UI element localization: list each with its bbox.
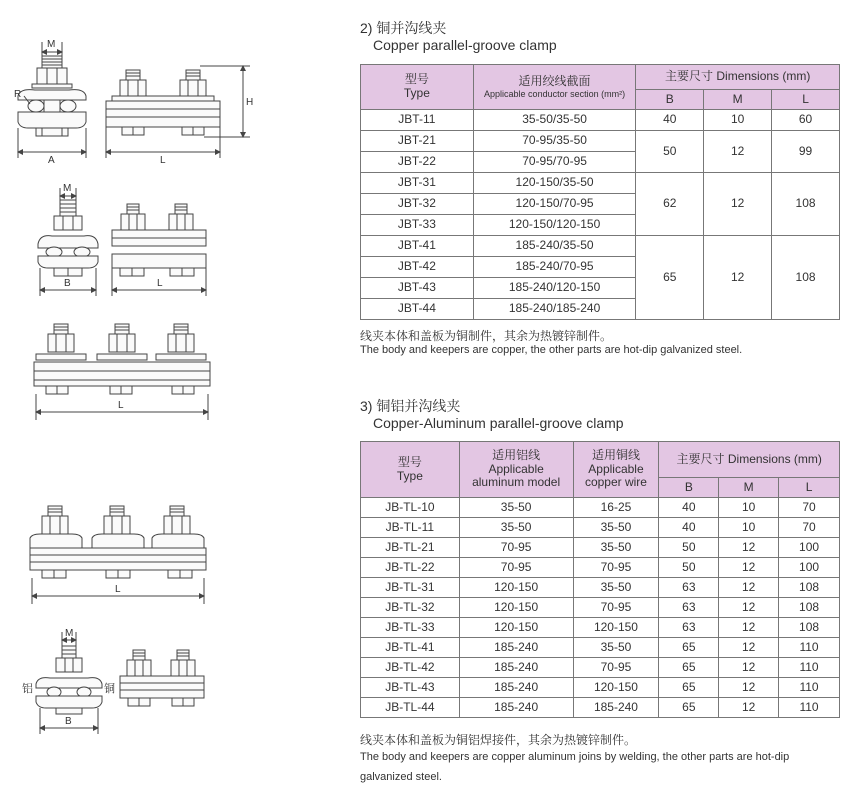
section3-table xyxy=(360,441,840,718)
table-row: JBT-31 120-150/35-50 62 12 108 xyxy=(361,173,840,194)
label-d2-m: M xyxy=(63,183,72,194)
table-cell-l: 70 xyxy=(779,498,840,518)
label-d1-m: M xyxy=(47,39,56,50)
table-row: JBT-41 185-240/35-50 65 12 108 xyxy=(361,236,840,257)
table-cell-m: 12 xyxy=(719,598,779,618)
table-cell-cu: 185-240 xyxy=(573,698,659,718)
table-cell-m: 12 xyxy=(719,678,779,698)
table-cell-l: 70 xyxy=(779,518,840,538)
table-cell-l: 110 xyxy=(779,678,840,698)
label-d1-r: R xyxy=(14,89,22,100)
table-cell-m: 12 xyxy=(719,578,779,598)
table-row xyxy=(361,518,840,538)
label-d5-al: 铝 xyxy=(22,683,33,695)
table-cell-b: 65 xyxy=(659,658,719,678)
section3-note-cn: 线夹本体和盖板为铜铝焊接件，其余为热镀锌制件。 xyxy=(360,733,637,747)
s2-head-l: L xyxy=(772,90,840,110)
table-cell-type: JB-TL-44 xyxy=(361,698,460,718)
drawing-1-end-view xyxy=(18,56,86,136)
table-cell-b: 50 xyxy=(659,538,719,558)
section2-table xyxy=(360,64,840,320)
table-cell-l: 108 xyxy=(779,598,840,618)
table-cell-cu: 35-50 xyxy=(573,638,659,658)
label-d2-b: B xyxy=(64,278,71,289)
label-d2-l: L xyxy=(157,278,163,289)
table-cell-m: 10 xyxy=(719,518,779,538)
table-cell-type: JB-TL-32 xyxy=(361,598,460,618)
table-row xyxy=(361,498,840,518)
table-cell-type: JB-TL-41 xyxy=(361,638,460,658)
s3-head-cu: 适用铜线 Applicable copper wire xyxy=(573,442,659,498)
table-cell-b: 65 xyxy=(659,698,719,718)
table-cell-cu: 120-150 xyxy=(573,678,659,698)
table-row xyxy=(361,658,840,678)
table-cell-b: 63 xyxy=(659,598,719,618)
section2-note-cn: 线夹本体和盖板为铜制件，其余为热镀锌制件。 xyxy=(360,329,613,343)
table-row: JBT-33 120-150/120-150 xyxy=(361,215,840,236)
s3-head-dims: 主要尺寸 Dimensions (mm) xyxy=(659,442,840,478)
table-cell-m: 12 xyxy=(719,698,779,718)
table-row xyxy=(361,598,840,618)
section3-note-en: The body and keepers are copper aluminum joins by welding, the other parts are hot-dip galvanized steel. xyxy=(360,751,790,783)
table-row xyxy=(361,538,840,558)
table-cell-type: JB-TL-21 xyxy=(361,538,460,558)
s3-head-al: 适用铝线 Applicable aluminum model xyxy=(459,442,573,498)
table-cell-type: JB-TL-10 xyxy=(361,498,460,518)
label-d3-l: L xyxy=(118,400,124,411)
table-cell-al: 185-240 xyxy=(459,638,573,658)
technical-drawings xyxy=(0,0,340,800)
table-row: JBT-43 185-240/120-150 xyxy=(361,278,840,299)
table-cell-l: 110 xyxy=(779,638,840,658)
table-cell-l: 110 xyxy=(779,698,840,718)
table-cell-l: 110 xyxy=(779,658,840,678)
table-cell-type: JB-TL-31 xyxy=(361,578,460,598)
table-row xyxy=(361,558,840,578)
table-row xyxy=(361,618,840,638)
table-cell-cu: 70-95 xyxy=(573,558,659,578)
table-row xyxy=(361,638,840,658)
drawing-2-side-view xyxy=(112,204,206,276)
section2-title-cn: 2) 铜并沟线夹 xyxy=(360,20,447,36)
drawing-5-side-view xyxy=(120,650,204,706)
table-cell-cu: 16-25 xyxy=(573,498,659,518)
table-row xyxy=(361,578,840,598)
table-cell-m: 12 xyxy=(719,658,779,678)
table-cell-b: 63 xyxy=(659,578,719,598)
table-cell-b: 65 xyxy=(659,678,719,698)
label-d1-l: L xyxy=(160,155,166,166)
s3-head-m: M xyxy=(719,478,779,498)
table-row: JBT-32 120-150/70-95 xyxy=(361,194,840,215)
table-cell-al: 120-150 xyxy=(459,618,573,638)
label-d4-l: L xyxy=(115,584,121,595)
table-row: JBT-44 185-240/185-240 xyxy=(361,299,840,320)
s3-head-l: L xyxy=(779,478,840,498)
drawing-5-end-view xyxy=(36,646,102,714)
s3-head-type: 型号 Type xyxy=(361,442,460,498)
table-cell-m: 12 xyxy=(719,538,779,558)
section3-table-body xyxy=(361,498,840,718)
table-cell-al: 120-150 xyxy=(459,578,573,598)
table-cell-b: 50 xyxy=(659,558,719,578)
table-cell-al: 185-240 xyxy=(459,698,573,718)
table-row: JBT-42 185-240/70-95 xyxy=(361,257,840,278)
table-cell-cu: 35-50 xyxy=(573,578,659,598)
s2-head-m: M xyxy=(704,90,772,110)
s2-head-type: 型号 Type xyxy=(361,65,474,110)
table-cell-al: 185-240 xyxy=(459,658,573,678)
table-row: JBT-21 70-95/35-50 50 12 99 xyxy=(361,131,840,152)
s2-head-dims: 主要尺寸 Dimensions (mm) xyxy=(636,65,840,90)
section3-title-en: Copper-Aluminum parallel-groove clamp xyxy=(373,415,624,431)
table-cell-m: 12 xyxy=(719,638,779,658)
table-cell-type: JB-TL-22 xyxy=(361,558,460,578)
table-row: JBT-22 70-95/70-95 xyxy=(361,152,840,173)
table-cell-cu: 70-95 xyxy=(573,598,659,618)
drawing-1-side-view xyxy=(106,70,220,135)
label-d5-b: B xyxy=(65,716,72,727)
table-cell-m: 12 xyxy=(719,558,779,578)
s2-head-b: B xyxy=(636,90,704,110)
table-cell-al: 120-150 xyxy=(459,598,573,618)
section2-title-en: Copper parallel-groove clamp xyxy=(373,37,557,53)
label-d1-h: H xyxy=(246,97,254,108)
table-cell-al: 70-95 xyxy=(459,558,573,578)
table-cell-b: 40 xyxy=(659,498,719,518)
table-cell-cu: 35-50 xyxy=(573,518,659,538)
table-cell-m: 12 xyxy=(719,618,779,638)
table-cell-type: JB-TL-33 xyxy=(361,618,460,638)
table-cell-l: 100 xyxy=(779,558,840,578)
table-cell-al: 35-50 xyxy=(459,518,573,538)
table-cell-m: 10 xyxy=(719,498,779,518)
table-cell-al: 35-50 xyxy=(459,498,573,518)
table-row xyxy=(361,678,840,698)
s2-head-section: 适用绞线截面 Applicable conductor section (mm²) xyxy=(473,65,636,110)
table-cell-al: 70-95 xyxy=(459,538,573,558)
section2-note-en: The body and keepers are copper, the other parts are hot-dip galvanized steel. xyxy=(360,344,743,356)
table-cell-b: 63 xyxy=(659,618,719,638)
label-d5-m: M xyxy=(65,628,74,639)
table-cell-l: 108 xyxy=(779,618,840,638)
s3-head-b: B xyxy=(659,478,719,498)
table-cell-type: JB-TL-42 xyxy=(361,658,460,678)
drawing-2-end-view xyxy=(38,200,98,276)
table-cell-l: 108 xyxy=(779,578,840,598)
table-row: JBT-11 35-50/35-50 40 10 60 xyxy=(361,110,840,131)
table-cell-cu: 70-95 xyxy=(573,658,659,678)
table-cell-cu: 35-50 xyxy=(573,538,659,558)
table-cell-type: JB-TL-43 xyxy=(361,678,460,698)
label-d5-cu: 铜 xyxy=(104,683,115,695)
table-cell-b: 65 xyxy=(659,638,719,658)
table-cell-type: JB-TL-11 xyxy=(361,518,460,538)
table-row xyxy=(361,698,840,718)
table-cell-l: 100 xyxy=(779,538,840,558)
section3-title-cn: 3) 铜铝并沟线夹 xyxy=(360,398,461,414)
label-d1-a: A xyxy=(48,155,55,166)
table-cell-al: 185-240 xyxy=(459,678,573,698)
table-cell-cu: 120-150 xyxy=(573,618,659,638)
table-cell-b: 40 xyxy=(659,518,719,538)
